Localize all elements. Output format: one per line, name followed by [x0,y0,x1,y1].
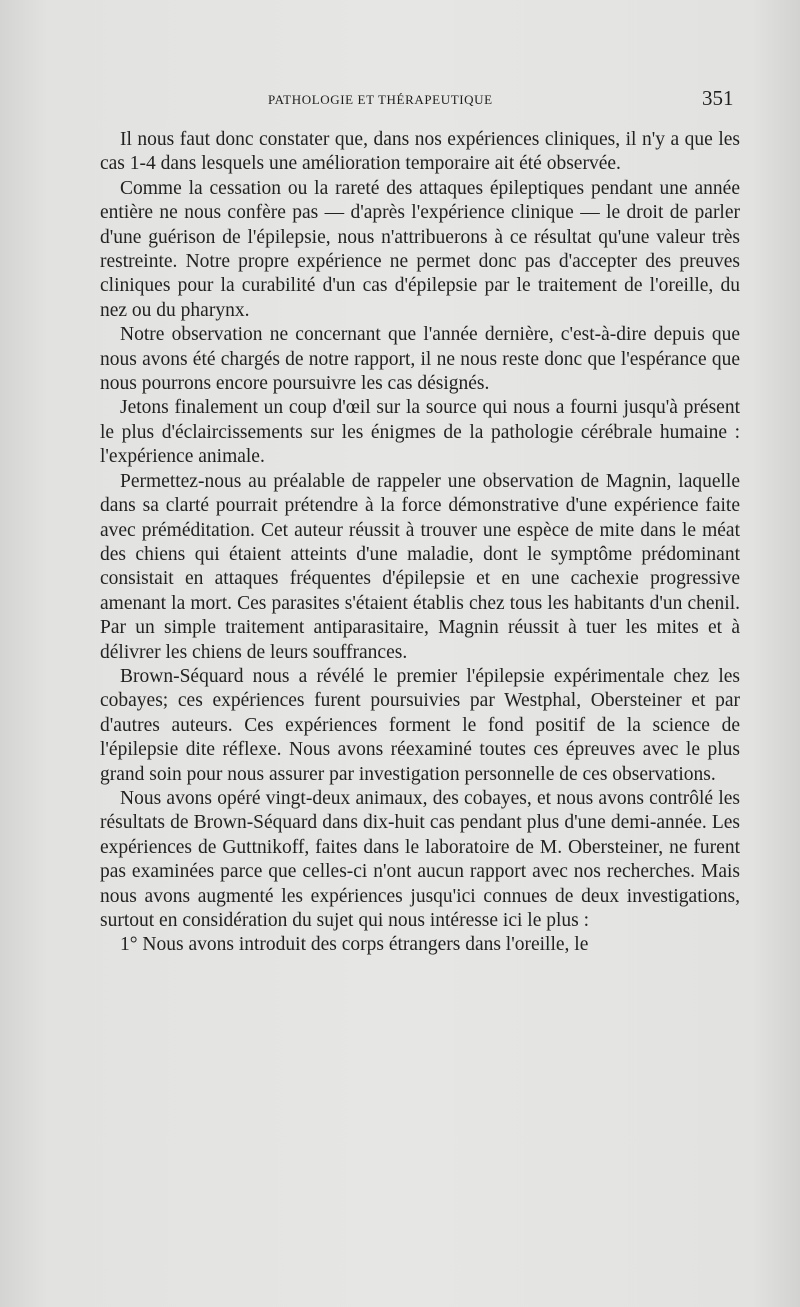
page-header [0,88,800,118]
paragraph-5: Permettez-nous au préalable de rappeler une observation de Magnin, laquelle dans sa clarté pourrait prétendre à la force démonstrative d'une expérience faite avec préméditation. Cet auteur réussit à trouver une espèce de mite dans le méat des chiens qui étaient atteints d'une maladie, dont le symptôme prédominant consistait en attaques fréquentes d'épilepsie et en une cachexie progressive amenant la mort. Ces parasites s'étaient établis chez tous les habitants d'un chenil. Par un simple traitement antiparasitaire, Magnin réussit à tuer les mites et à délivrer les chiens de leurs souffrances. [100,470,740,663]
running-title: PATHOLOGIE ET THÉRAPEUTIQUE [268,92,493,107]
page-number: 351 [702,86,734,110]
paragraph-7: Nous avons opéré vingt-deux animaux, des cobayes, et nous avons contrôlé les résultats de Brown-Séquard dans dix-huit cas pendant plus d'une demi-année. Les expériences de Guttnikoff, faites dans le laboratoire de M. Obersteiner, ne furent pas examinées parce que celles-ci n'ont aucun rapport avec nos recherches. Mais nous avons augmenté les expériences jusqu'ici connues de deux investigations, surtout en considération du sujet qui nous intéresse ici le plus : [100,787,740,931]
paragraph-4: Jetons finalement un coup d'œil sur la source qui nous a fourni jusqu'à présent le plus d'éclaircissements sur les énigmes de la pathologie cérébrale humaine : l'expérience animale. [100,397,740,468]
paragraph-8: 1° Nous avons introduit des corps étrangers dans l'oreille, le [120,934,589,956]
paragraph-1: Il nous faut donc constater que, dans nos expériences cliniques, il n'y a que les cas 1-4 dans lesquels une amélioration temporaire ait été observée. [100,129,740,175]
body-text [100,128,740,958]
paragraph-3: Notre observation ne concernant que l'année dernière, c'est-à-dire depuis que nous avons été chargés de notre rapport, il ne nous reste donc que l'espérance que nous pourrons encore poursuivre les cas désignés. [100,324,740,395]
paragraph-6: Brown-Séquard nous a révélé le premier l'épilepsie expérimentale chez les cobayes; ces expériences furent poursuivies par Westphal, Obersteiner et par d'autres auteurs. Ces expériences forment le fond positif de la science de l'épilepsie dite réflexe. Nous avons réexaminé toutes ces épreuves avec le plus grand soin pour nous assurer par investigation personnelle de ces observations. [100,665,740,785]
paragraph-2: Comme la cessation ou la rareté des attaques épileptiques pendant une année entière ne nous confère pas — d'après l'expérience clinique — le droit de parler d'une guérison de l'épilepsie, nous n'attribuerons à ce résultat qu'une valeur très restreinte. Notre propre expérience ne permet donc pas d'accepter des preuves cliniques pour la curabilité d'un cas d'épilepsie par le traitement de l'oreille, du nez ou du pharynx. [100,177,740,321]
